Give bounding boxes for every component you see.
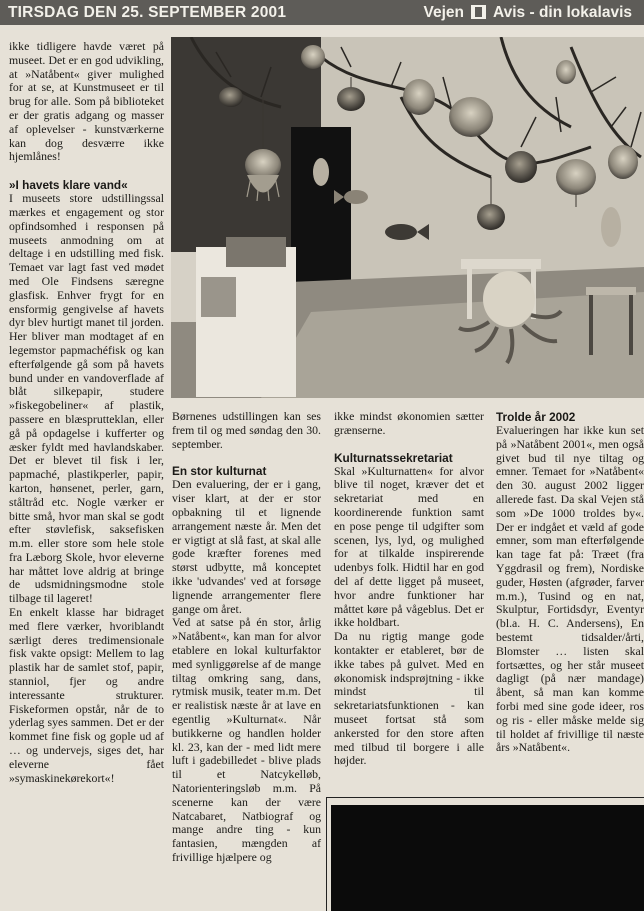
exhibition-photo-image [171,37,644,398]
col1-heading: »I havets klare vand« [9,178,128,193]
issue-date: TIRSDAG DEN 25. SEPTEMBER 2001 [8,4,287,21]
col4-heading: Trolde år 2002 [496,410,576,424]
col2-paragraph-1: Den evaluering, der er i gang, viser klart, at der er stor opbakning til et lignende arrangement næste år. Men det er vigtigt at slå fast, at skal alle gode kræfter forenes med størst udbytte, må konceptet ikke 'udvandes' ved at forsøge lignende arrangementer flere gange om året. [172,477,321,616]
article-column-1 [9,40,164,785]
col1-paragraph-1: I museets store udstillingssal mærkes et engagement og stor opfindsomhed i responsen på museets anmodning om at deltage i en udstilling med fisk. Temaet var lagt fast ved mødet med Ole Findsens særegne glasfisk. Enhver frygt for en ensformig gengivelse af havets dyr blev hurtigt manet til jorden. Her bliver man modtaget af en legemstor papmachéfisk og kan efterfølgende gå som på havets bund under en vandoverflade af blåt silkepapir, studere »fiskegobeliner« af plastik, passere en blæsprutteklan, eller gå på opdagelse i kufferter og æsker fyldt med havlandskaber. Det er blevet til fisk i ler, papmaché, plastikperler, papir, karton, hønsenet, perler, garn, ståltråd etc. Nogle værker er bitte små, hvor man skal se godt efter støvlefisk, saksefisken m.m. eller store som hele stole fra Læborg Skole, hvor eleverne har måttet love aldrig at bringe de udsmidningsmodne stole tilbage til lageret! [9,191,164,606]
col3-heading: Kulturnatssekretariat [334,450,453,465]
col1-intro: ikke tidligere havde været på museet. Det er en god udvikling, at »Natåbent« giver mulighed for at se, at Kunstmuseet er til brug for alle. Som på biblioteket er der gratis adgang og masser af oplevelser - kunstværkerne kan dog desværre ikke hjemlånes! [9,39,164,164]
col2-paragraph-2: Ved at satse på én stor, årlig »Natåbent«, kan man for alvor etablere en lokal kulturfaktor med synliggørelse af de mange tiltag omkring sang, dans, rytmisk musik, teater m.m. Det er realistisk næste år at lave en egentlig »Kulturnat«. Når butikkerne og handlen holder kl. 23, kan der - med lidt mere luft i gadebilledet - blive plads til et Natcykelløb, Natorienteringsløb m.m. På scenerne kan der være Natcabaret, Natbiograf og mange andre ting - kun fantasien, mængden af frivillige hjælpere og [172,615,321,864]
col3-paragraph-1: Skal »Kulturnatten« for alvor blive til noget, kræver det et sekretariat med en koordinerende funktion samt en pose penge til udgifter som scenen, lys, lyd, og mulighed for at tilkalde inspirerende udenbys folk. Hidtil har en god del af dette ligget på museet, hvor andre funktioner har måttet køre på vågeblus. Det er ikke holdbart. [334,463,484,630]
col4-paragraph-1: Evalueringen har ikke kun set på »Natåbent 2001«, men også givet bud til nye tiltag og emner. Temaet for »Natåbent« den 30. august 2002 ligger allerede fast. Da skal Vejen stå som »De 1000 troldes by«. Der er indgået et væld af gode emner, som man efterfølgende kan tage fat på: Træet (fra Yggdrasil og frem), Nordiske guder, Høsten (afgrøder, farver m.m.), Tusind og en nat, Skulptur, Fortidsdyr, Eventyr (bl.a. H. C. Andersens), En bestemt tidsalder/årti, Blomster … listen skal fortsættes, og her står museet dagligt (på nær mandage) åbent, så man kan komme forbi med sine gode ideer, ros og ris - eller måske melde sig til holdet af frivillige til næste års »Natåbent«. [496,423,644,755]
col2-intro: Børnenes udstillingen kan ses frem til og med søndag den 30. september. [172,409,321,451]
masthead-left: Vejen [423,4,464,21]
col3-intro: ikke mindst økonomien sætter grænserne. [334,409,484,437]
newspaper-masthead [423,0,632,25]
vejen-avis-logo-icon [471,5,486,19]
masthead-right: Avis - din lokalavis [493,4,632,21]
col3-paragraph-2: Da nu rigtig mange gode kontakter er etableret, bør de ikke tabes på gulvet. Med en økonomisk indsprøjtning - ikke mindst til sekretariatsfunktionen - kan museet fortsat stå som ankersted for den store aften med tilbud til borgere i alle højder. [334,629,484,768]
article-column-4 [496,410,644,755]
col2-heading: En stor kulturnat [172,464,267,479]
col1-paragraph-2: En enkelt klasse har bidraget med flere værker, hvoriblandt særligt deres tredimensionale fisk vakte opsigt: Mellem to lag plastik har de samlet stof, papir, stanniol, fjer og andre interessante strukturer. Fiskeformen opstår, når de to yderlag syes sammen. Det er der kommet fine fisk og gople ud af … og undervejs, siges det, har eleverne fået »symaskinekørekort«! [9,605,164,785]
next-photo [331,805,644,911]
exhibition-photo [171,37,644,398]
article-column-3 [334,410,484,768]
article-column-2 [172,410,321,865]
page-header [0,0,644,25]
